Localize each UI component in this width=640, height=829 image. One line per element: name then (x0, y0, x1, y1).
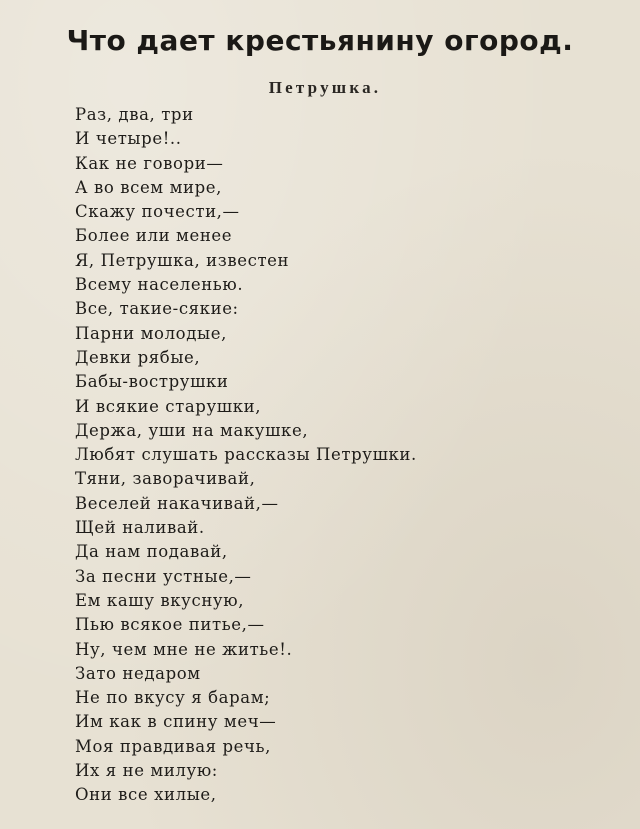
verse-line: Не по вкусу я барам; (75, 688, 271, 708)
page-title: Что дает крестьянину огород. (66, 24, 574, 57)
verse-line: Они все хилые, (75, 785, 217, 805)
verse-line: Бабы-вострушки (75, 372, 229, 392)
verse-line: Ем кашу вкусную, (75, 590, 245, 610)
verse-line: Пью всякое питье,— (75, 615, 265, 635)
verse-line: Щей наливай. (75, 518, 205, 538)
poem-subtitle: Петрушка. (268, 78, 382, 97)
poem-verse (75, 103, 417, 808)
verse-line: Любят слушать рассказы Петрушки. (75, 445, 417, 465)
verse-line: Как не говори— (75, 153, 224, 173)
verse-line: И четыре!.. (75, 129, 182, 149)
verse-line: Я, Петрушка, известен (75, 250, 290, 270)
verse-line: Им как в спину меч— (75, 712, 277, 732)
verse-line: Моя правдивая речь, (75, 736, 271, 756)
verse-line: Держа, уши на макушке, (75, 420, 309, 440)
verse-line: Более или менее (75, 226, 233, 246)
verse-line: Девки рябые, (75, 347, 201, 367)
verse-line: Скажу почести,— (75, 202, 240, 222)
verse-line: Тяни, заворачивай, (75, 469, 256, 489)
verse-line: И всякие старушки, (75, 396, 262, 416)
verse-line: Зато недаром (75, 663, 201, 683)
verse-line: За песни устные,— (75, 566, 252, 586)
verse-line: Их я не милую: (75, 761, 218, 781)
verse-line: Да нам подавай, (75, 542, 228, 562)
verse-line: Парни молодые, (75, 323, 227, 343)
verse-line: Ну, чем мне не житье!. (75, 639, 293, 659)
verse-line: А во всем мире, (75, 177, 222, 197)
verse-line: Всему населенью. (75, 275, 244, 295)
verse-line: Все, такие-сякие: (75, 299, 239, 319)
verse-line: Веселей накачивай,— (75, 493, 279, 513)
verse-line: Раз, два, три (75, 105, 194, 124)
